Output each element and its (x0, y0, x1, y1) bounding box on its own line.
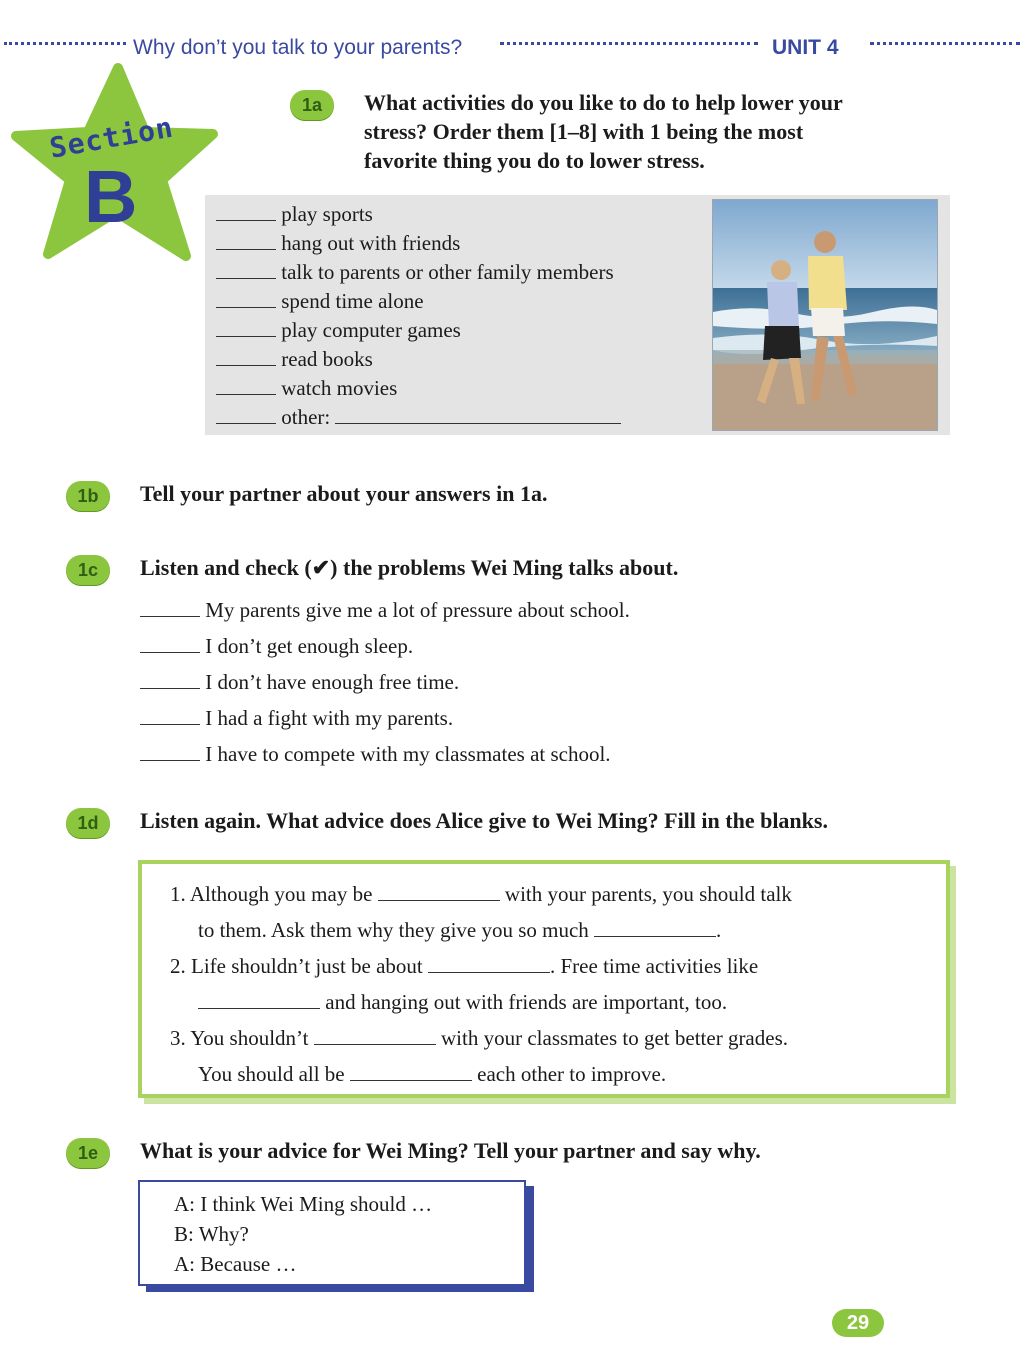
advice-text: with your parents, you should talk (504, 882, 792, 906)
advice-num: 1. (170, 882, 186, 906)
advice-text: You shouldn’t (190, 1026, 309, 1050)
rank-blank[interactable] (216, 202, 276, 221)
advice-text: . (716, 918, 722, 942)
header-dots-mid (500, 42, 758, 45)
problem-text: I had a fight with my parents. (205, 706, 454, 730)
advice-line (170, 876, 792, 912)
advice-text: each other to improve. (477, 1062, 667, 1086)
advice-text: Although you may be (189, 882, 373, 906)
beach-photo-icon (713, 200, 937, 430)
check-blank[interactable] (140, 670, 200, 689)
check-blank[interactable] (140, 742, 200, 761)
activity-label: spend time alone (281, 289, 424, 313)
advice-blank[interactable] (350, 1062, 472, 1081)
advice-line (170, 948, 792, 984)
rank-blank[interactable] (216, 260, 276, 279)
problem-text: I don’t have enough free time. (205, 670, 460, 694)
rank-blank[interactable] (216, 289, 276, 308)
other-blank[interactable] (335, 405, 621, 424)
beach-walk-photo (712, 199, 938, 431)
advice-line (170, 1020, 792, 1056)
dialogue-line: A: Because … (174, 1252, 297, 1276)
task-1a-instruction (364, 88, 964, 175)
activity-item (216, 229, 621, 258)
activity-label: play sports (281, 202, 373, 226)
task-1a-line-2: stress? Order them [1–8] with 1 being the most (364, 119, 804, 144)
task-1a-line-1: What activities do you like to do to help lower your (364, 90, 843, 115)
advice-line (170, 984, 792, 1020)
rank-blank[interactable] (216, 405, 276, 424)
activity-label: play computer games (281, 318, 461, 342)
rank-blank[interactable] (216, 231, 276, 250)
task-1c-instruction: Listen and check (✔) the problems Wei Ming talks about. (140, 555, 679, 580)
advice-text: and hanging out with friends are important, too. (325, 990, 728, 1014)
task-1a-line-3: favorite thing you do to lower stress. (364, 148, 705, 173)
check-blank[interactable] (140, 706, 200, 725)
activity-label: hang out with friends (281, 231, 461, 255)
advice-blank[interactable] (378, 882, 500, 901)
problem-item (140, 592, 630, 628)
task-1b-instruction: Tell your partner about your answers in 1a. (140, 481, 548, 506)
advice-text: Life shouldn’t just be about (191, 954, 423, 978)
advice-num: 2. (170, 954, 186, 978)
rank-blank[interactable] (216, 318, 276, 337)
activity-item (216, 345, 621, 374)
activity-item (216, 287, 621, 316)
task-badge-1a: 1a (290, 90, 334, 120)
problem-text: I have to compete with my classmates at school. (205, 742, 611, 766)
activity-item (216, 200, 621, 229)
task-1d-instruction: Listen again. What advice does Alice give to Wei Ming? Fill in the blanks. (140, 808, 828, 833)
task-badge-1e: 1e (66, 1138, 110, 1168)
activity-label: talk to parents or other family members (281, 260, 614, 284)
rank-blank[interactable] (216, 376, 276, 395)
task-badge-1d: 1d (66, 808, 110, 838)
advice-text: to them. Ask them why they give you so much (198, 918, 589, 942)
activity-item (216, 374, 621, 403)
activity-item (216, 403, 621, 432)
page-number: 29 (832, 1309, 884, 1337)
dialogue-line: A: I think Wei Ming should … (174, 1192, 433, 1216)
activities-list (216, 200, 621, 432)
advice-blank[interactable] (314, 1026, 436, 1045)
task-badge-1c: 1c (66, 555, 110, 585)
advice-line (170, 912, 792, 948)
section-letter: B (84, 155, 138, 238)
advice-line (170, 1056, 792, 1092)
section-label: Section (47, 110, 176, 165)
advice-text: . Free time activities like (550, 954, 759, 978)
task-badge-1b: 1b (66, 481, 110, 511)
advice-list (170, 876, 792, 1092)
problem-item (140, 736, 630, 772)
problem-item (140, 664, 630, 700)
check-blank[interactable] (140, 634, 200, 653)
advice-blank[interactable] (428, 954, 550, 973)
problem-text: I don’t get enough sleep. (205, 634, 414, 658)
problem-item (140, 700, 630, 736)
header-dots-right (870, 42, 1020, 45)
activity-label: read books (281, 347, 373, 371)
problem-item (140, 628, 630, 664)
check-blank[interactable] (140, 598, 200, 617)
problems-list (140, 592, 630, 772)
task-1e-instruction: What is your advice for Wei Ming? Tell your partner and say why. (140, 1138, 761, 1163)
activity-item (216, 258, 621, 287)
advice-text: with your classmates to get better grades. (441, 1026, 788, 1050)
activity-label: other: (281, 405, 331, 429)
header-title: Why don’t you talk to your parents? (133, 36, 463, 59)
dialogue-lines (174, 1189, 432, 1279)
advice-num: 3. (170, 1026, 186, 1050)
header-dots-left (4, 42, 126, 45)
activity-label: watch movies (281, 376, 398, 400)
header-unit: UNIT 4 (772, 36, 839, 59)
dialogue-line: B: Why? (174, 1222, 249, 1246)
activity-item (216, 316, 621, 345)
advice-text: You should all be (198, 1062, 345, 1086)
advice-blank[interactable] (594, 918, 716, 937)
rank-blank[interactable] (216, 347, 276, 366)
advice-blank[interactable] (198, 990, 320, 1009)
problem-text: My parents give me a lot of pressure about school. (205, 598, 630, 622)
